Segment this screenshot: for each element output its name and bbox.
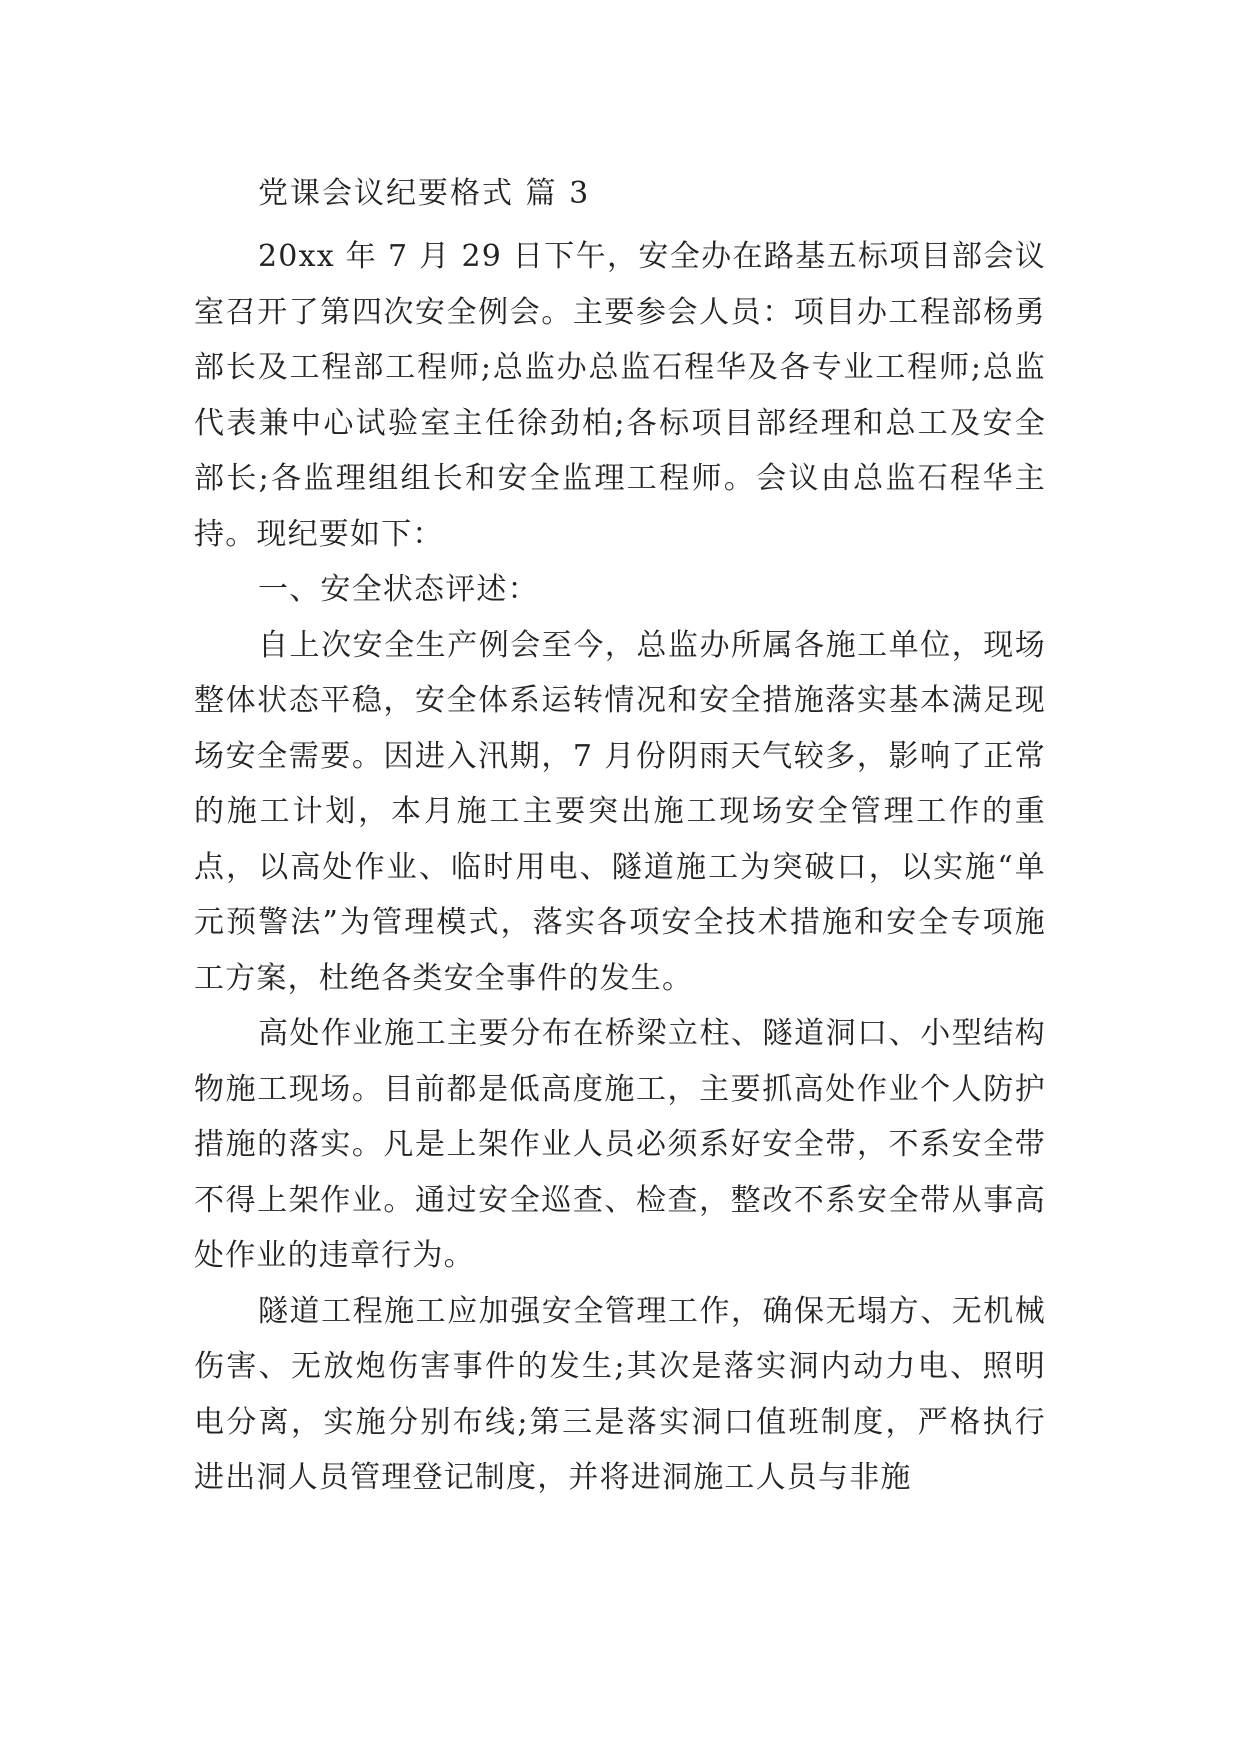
- paragraph-high-altitude-work: 高处作业施工主要分布在桥梁立柱、隧道洞口、小型结构物施工现场。目前都是低高度施工，主要抓高处作业个人防护措施的落实。凡是上架作业人员必须系好安全带，不系安全带不得上架作业。通过安全巡查、检查，整改不系安全带从事高处作业的违章行为。: [194, 1016, 1046, 1273]
- document-body: [194, 158, 1046, 1506]
- section-heading-safety-status: 一、安全状态评述：: [258, 572, 539, 607]
- paragraph-safety-overview: 自上次安全生产例会至今，总监办所属各施工单位，现场整体状态平稳，安全体系运转情况和安全措施落实基本满足现场安全需要。因进入汛期，7 月份阴雨天气较多，影响了正常的施工计划，本月施工主要突出施工现场安全管理工作的重点，以高处作业、临时用电、隧道施工为突破口，以实施“单元预警法”为管理模式，落实各项安全技术措施和安全专项施工方案，杜绝各类安全事件的发生。: [194, 627, 1046, 996]
- document-title: 党课会议纪要格式 篇 3: [258, 176, 591, 211]
- paragraph-meeting-intro: 20xx 年 7 月 29 日下午，安全办在路基五标项目部会议室召开了第四次安全例会。主要参会人员：项目办工程部杨勇部长及工程部工程师;总监办总监石程华及各专业工程师;总监代表兼中心试验室主任徐劲柏;各标项目部经理和总工及安全部长;各监理组组长和安全监理工程师。会议由总监石程华主持。现纪要如下：: [194, 239, 1046, 552]
- paragraph-tunnel-construction: 隧道工程施工应加强安全管理工作，确保无塌方、无机械伤害、无放炮伤害事件的发生;其次是落实洞内动力电、照明电分离，实施分别布线;第三是落实洞口值班制度，严格执行进出洞人员管理登记制度，并将进洞施工人员与非施: [194, 1293, 1046, 1495]
